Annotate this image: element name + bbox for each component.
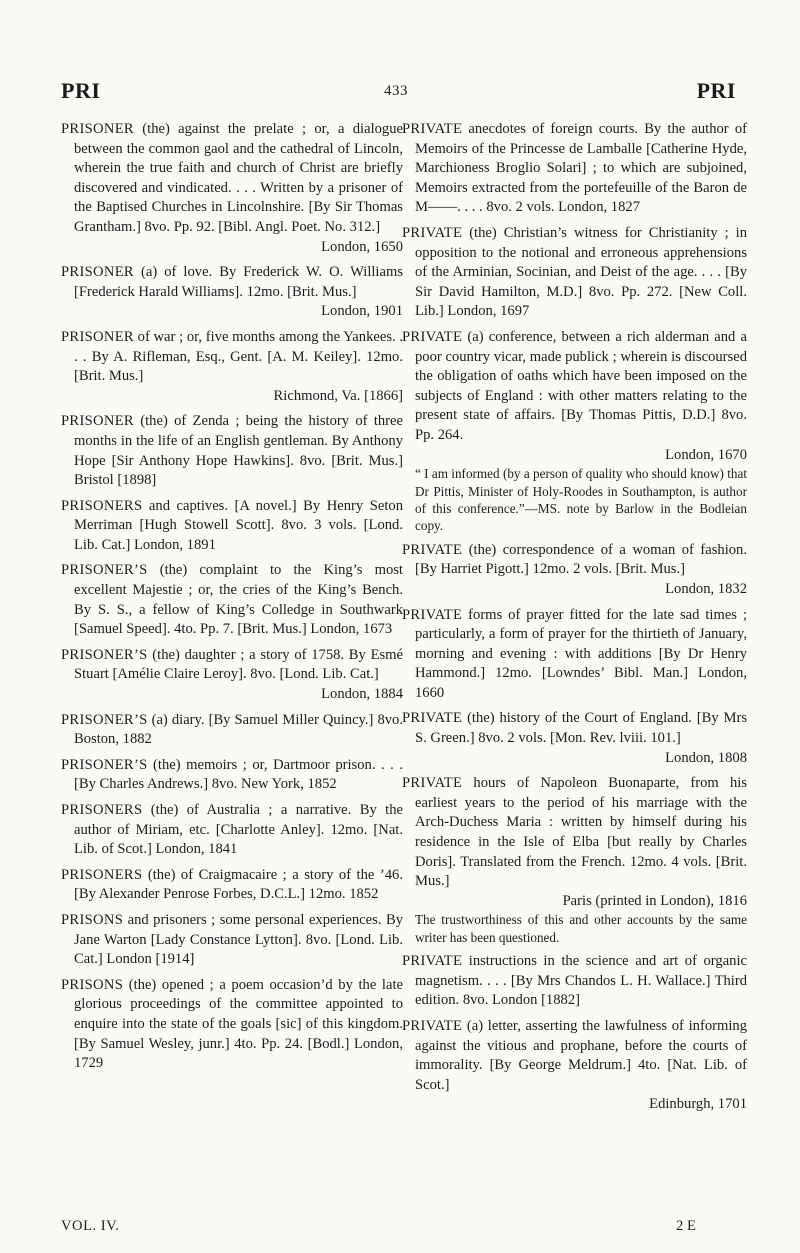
entry-text: (a) letter, asserting the lawfulness of informing against the vitious and prophane, before the courts of immorality. [By George Meldrum.] 4to. [Nat. Lib. of Scot.]	[415, 1018, 747, 1093]
entry-text: (the) against the prelate ; or, a dialogue between the common gaol and the cathedral of Lincoln, wherein the true faith and church of Christ are briefly discovered and vindicated. . . . Written by a prisoner of the Baptised Churches in Lincolnshire. [By Sir Thomas Grantham.] 8vo. Pp. 92. [Bibl. Angl. Poet. No. 312.]	[74, 121, 403, 235]
signature-mark: 2 E	[676, 1218, 696, 1234]
entry-keyword: PRISONER’S	[61, 646, 148, 663]
entry-text: (a) of love. By Frederick W. O. Williams [Frederick Harald Williams]. 12mo. [Brit. Mus.]	[74, 264, 403, 300]
entry-keyword: PRIVATE	[402, 1018, 463, 1034]
entry-keyword: PRISONER’S	[61, 562, 148, 579]
entry-imprint: London, 1670	[665, 446, 747, 463]
catalog-entry	[61, 801, 403, 860]
entry-text: (the) history of the Court of England. [By Mrs S. Green.] 8vo. 2 vols. [Mon. Rev. lviii. 101.]	[415, 710, 747, 747]
entry-keyword: PRISONS	[61, 976, 124, 993]
entry-text: hours of Napoleon Buonaparte, from his earliest years to the period of his marriage with the Arch-Duchess Maria : written by himself during his residence in the Isle of Elba [but really by Charles Doris]. Translated from the French. 12mo. 4 vols. [Brit. Mus.]	[415, 775, 747, 890]
entry-text: (the) complaint to the King’s most excellent Majestie ; or, the cries of the King’s Bench. By S. S., a fellow of King’s Colledge in Southwark [Samuel Speed]. 4to. Pp. 7. [Brit. Mus.] London, 1673	[74, 562, 403, 638]
entry-keyword: PRISONER	[61, 413, 134, 430]
entry-text: (the) daughter ; a story of 1758. By Esmé Stuart [Amélie Claire Leroy]. 8vo. [Lond. Lib. Cat.]	[74, 646, 403, 683]
catalog-entry	[402, 952, 747, 1011]
entry-text: and captives. [A novel.] By Henry Seton Merriman [Hugh Stowell Scott]. 8vo. 3 vols. [Lond. Lib. Cat.] London, 1891	[74, 497, 403, 553]
catalog-entry	[402, 1017, 747, 1115]
entry-imprint: London, 1832	[665, 580, 747, 597]
catalog-entry	[402, 774, 747, 946]
page-number: 433	[384, 83, 408, 99]
left-column	[61, 120, 403, 1080]
entry-text: anecdotes of foreign courts. By the author of Memoirs of the Princesse de Lamballe [Catherine Hyde, Marchioness Broglio Solari] ; to which are subjoined, Memoirs extracted from the portefeuille of the Baron de M——. . . . 8vo. 2 vols. London, 1827	[415, 121, 747, 216]
catalog-entry	[61, 328, 403, 406]
catalog-entry	[61, 646, 403, 705]
catalog-entry	[61, 976, 403, 1074]
entry-text: (the) opened ; a poem occasion’d by the late glorious proceedings of the committee appointed to enquire into the state of the goals [sic] of this kingdom. [By Samuel Wesley, junr.] 4to. Pp. 24. [Bodl.] London, 1729	[74, 976, 403, 1072]
entry-keyword: PRISONERS	[61, 802, 143, 818]
entry-keyword: PRIVATE	[402, 710, 463, 727]
entry-imprint: London, 1901	[321, 303, 403, 320]
entry-text: and prisoners ; some personal experiences. By Jane Warton [Lady Constance Lytton]. 8vo. [Lond. Lib. Cat.] London [1914]	[74, 911, 403, 968]
entry-text: (the) of Craigmacaire ; a story of the ’46. [By Alexander Penrose Forbes, D.C.L.] 12mo. 1852	[74, 866, 403, 903]
catalog-entry	[61, 711, 403, 750]
entry-text: (a) diary. [By Samuel Miller Quincy.] 8vo. Boston, 1882	[74, 711, 403, 748]
catalog-entry	[402, 541, 747, 600]
entry-keyword: PRIVATE	[402, 953, 463, 970]
entry-imprint: London, 1884	[321, 686, 403, 703]
entry-keyword: PRIVATE	[402, 775, 463, 792]
entry-keyword: PRISONER	[61, 328, 134, 345]
entry-imprint: Edinburgh, 1701	[649, 1096, 747, 1113]
entry-keyword: PRISONER	[61, 121, 134, 137]
catalog-entry	[61, 412, 403, 490]
catalog-entry	[61, 911, 403, 970]
entry-keyword: PRIVATE	[402, 328, 463, 345]
catalog-entry	[402, 120, 747, 218]
entry-imprint: London, 1808	[665, 749, 747, 766]
entry-text: of war ; or, five months among the Yankees. . . . By A. Rifleman, Esq., Gent. [A. M. Keiley]. 12mo. [Brit. Mus.]	[74, 328, 403, 385]
catalog-entry	[61, 756, 403, 795]
entry-text: (the) Christian’s witness for Christianity ; in opposition to the notional and erroneous apprehensions of the Arminian, Socinian, and Deist of the age. . . . [By Sir David Hamilton, M.D.] 8vo. Pp. 272. [New Coll. Lib.] London, 1697	[415, 224, 747, 320]
entry-imprint: Paris (printed in London), 1816	[562, 892, 747, 909]
entry-keyword: PRIVATE	[402, 121, 463, 137]
right-column	[402, 120, 747, 1121]
catalog-entry	[402, 224, 747, 322]
entry-text: (the) of Australia ; a narrative. By the author of Miriam, etc. [Charlotte Anley]. 12mo. [Nat. Lib. of Scot.] London, 1841	[74, 802, 403, 858]
catalog-entry	[402, 606, 747, 704]
catalog-entry	[61, 120, 403, 257]
entry-keyword: PRISONER’S	[61, 711, 148, 728]
running-head-right: PRI	[696, 78, 736, 103]
catalog-entry	[61, 497, 403, 556]
entry-text: (a) conference, between a rich alderman and a poor country vicar, made publick ; wherein is discoursed the obligation of oaths which have been imposed on the subjects of England : with other matters relating to the present state of affairs. [By Thomas Pittis, D.D.] 8vo. Pp. 264.	[415, 328, 747, 443]
catalog-entry	[402, 328, 747, 535]
entry-keyword: PRISONERS	[61, 497, 143, 514]
entry-keyword: PRISONS	[61, 911, 124, 928]
entry-imprint: Richmond, Va. [1866]	[273, 387, 403, 404]
entry-keyword: PRISONER’S	[61, 756, 148, 773]
entry-text: (the) correspondence of a woman of fashion. [By Harriet Pigott.] 12mo. 2 vols. [Brit. Mus.]	[415, 541, 747, 578]
entry-text: (the) of Zenda ; being the history of three months in the life of an English gentleman. By Anthony Hope [Sir Anthony Hope Hawkins]. 8vo. [Brit. Mus.] Bristol [1898]	[74, 413, 403, 489]
volume-label: VOL. IV.	[61, 1218, 120, 1234]
entry-note: “ I am informed (by a person of quality who should know) that Dr Pittis, Minister of Holy-Roodes in Southampton, is author of this conference.”—MS. note by Barlow in the Bodleian copy.	[415, 466, 747, 534]
entry-imprint: London, 1650	[321, 238, 403, 255]
catalog-entry	[402, 709, 747, 768]
entry-note: The trustworthiness of this and other accounts by the same writer has been questioned.	[415, 912, 747, 945]
entry-keyword: PRIVATE	[402, 224, 463, 241]
catalog-entry	[61, 561, 403, 639]
catalog-entry	[61, 263, 403, 322]
entry-keyword: PRISONER	[61, 264, 134, 281]
catalog-entry	[61, 866, 403, 905]
entry-text: forms of prayer fitted for the late sad times ; particularly, a form of prayer for the thirtieth of January, morning and evening : with additions [By Dr Henry Hammond.] 12mo. [Lowndes’ Bibl. Man.] London, 1660	[415, 606, 747, 701]
entry-keyword: PRISONERS	[61, 866, 143, 883]
entry-keyword: PRIVATE	[402, 541, 463, 558]
running-head-left: PRI	[61, 78, 101, 103]
entry-text: instructions in the science and art of organic magnetism. . . . [By Mrs Chandos L. H. Wallace.] Third edition. 8vo. London [1882]	[415, 953, 747, 1009]
entry-text: (the) memoirs ; or, Dartmoor prison. . . . [By Charles Andrews.] 8vo. New York, 1852	[74, 756, 403, 793]
entry-keyword: PRIVATE	[402, 606, 463, 623]
